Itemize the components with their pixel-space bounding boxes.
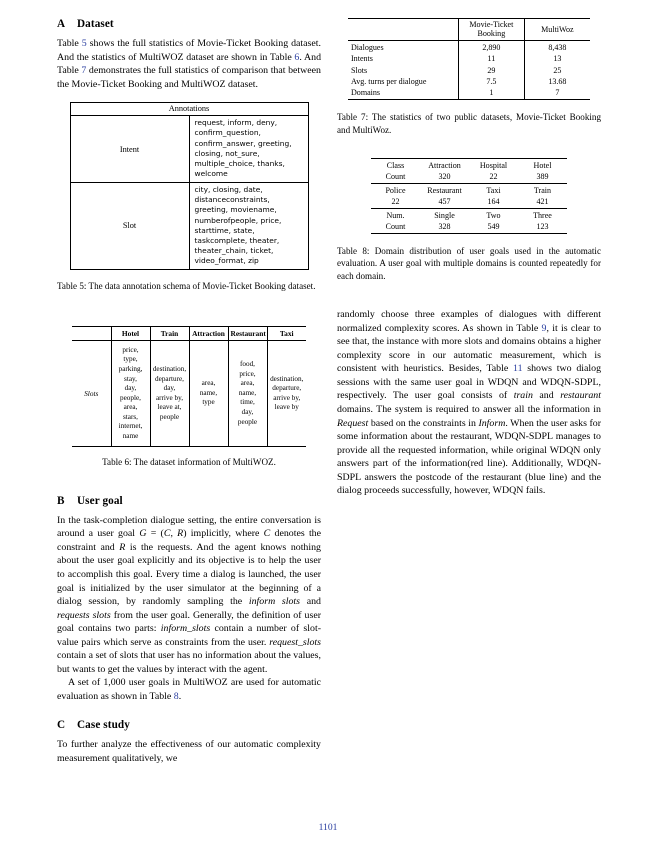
table-row: [72, 340, 306, 446]
paragraph-c-1: To further analyze the effectiveness of our automatic complexity measurement qualitatively, we: [57, 739, 321, 765]
table-8-b1-l0: Police: [385, 186, 406, 196]
section-heading-a: [57, 18, 321, 30]
table-row: [348, 87, 590, 100]
table-8-b1-l1: Restaurant: [427, 186, 462, 196]
table-7-col-movie-ticket-booking: Movie-Ticket Booking: [459, 19, 525, 41]
table-6-col-taxi: Taxi: [267, 327, 306, 341]
table-6-col-restaurant: Restaurant: [228, 327, 267, 341]
table-6-caption: Table 6: The dataset information of MultiWOZ.: [102, 457, 276, 468]
table-row: [371, 159, 567, 171]
table-7-avg-turns-mtb: 7.5: [459, 76, 525, 87]
table-7-row-label-avg-turns: Avg. turns per dialogue: [351, 76, 427, 86]
table-7-row-label-dialogues: Dialogues: [351, 43, 384, 53]
right-column: [337, 18, 601, 498]
paragraph-b-2: A set of 1,000 user goals in MultiWOZ are used for automatic evaluation as shown in Table 8.: [57, 677, 321, 702]
section-c-label: C: [57, 719, 66, 732]
section-b-title: User goal: [77, 494, 123, 507]
table-row: [371, 184, 567, 196]
table-6-cell-taxi: destination, departure, arrive by, leave by: [267, 340, 306, 446]
table-6-header-row: [72, 327, 306, 341]
table-8-b2-l2: Two: [486, 211, 501, 221]
table-7-corner-cell: [348, 19, 459, 41]
table-8-b1-c3: 421: [518, 196, 567, 208]
table-7-row-label-domains: Domains: [348, 87, 459, 100]
table-7-dialogues-mtb: 2,890: [459, 41, 525, 54]
table-6-cell-attraction: area, name, type: [189, 340, 228, 446]
table-8-b0-c0: Count: [371, 171, 420, 183]
section-b-label: B: [57, 494, 65, 507]
table-6-cell-restaurant: food, price, area, name, time, day, people: [228, 340, 267, 446]
table-row: [371, 196, 567, 208]
table-8-b2-l3: Three: [533, 211, 552, 221]
table-row: [348, 76, 590, 87]
paragraph-a-1: Table 5 shows the full statistics of Movie-Ticket Booking dataset. And the statistics of MultiWOZ dataset are shown in Table 6. And Table 7 demonstrates the full statistics of comparison that between the Movie-Ticket Booking and MultiWOZ dataset.: [57, 38, 322, 90]
section-a-label: A: [57, 18, 66, 30]
table-7-header-row: [348, 19, 590, 41]
table-8-b1-c2: 164: [469, 196, 518, 208]
table-8-b0-l2: Hospital: [479, 161, 508, 171]
table-5-row-values-intent: request, inform, deny, confirm_question, confirm_answer, greeting, closing, not_sure, multiple_choice, thanks, welcome: [189, 116, 308, 183]
table-row: [70, 182, 308, 269]
table-6: [57, 326, 321, 447]
section-heading-c: [57, 719, 321, 731]
table-8-b0-l1: Attraction: [428, 161, 461, 171]
page-number: 1101: [318, 822, 338, 833]
table-6-col-hotel: Hotel: [111, 327, 150, 341]
section-c-title: Case study: [77, 719, 130, 732]
table-row: [348, 41, 590, 54]
table-7-intents-mtb: 11: [459, 53, 525, 64]
table-7-caption: Table 7: The statistics of two public datasets, Movie-Ticket Booking and MultiWoz.: [337, 112, 601, 135]
table-5-header-row: [70, 103, 308, 116]
section-a-title: Dataset: [77, 18, 114, 30]
table-row: [348, 65, 590, 76]
paragraph-b-1: In the task-completion dialogue setting, the entire conversation is around a user goal G = (C, R) implicitly, where C denotes the constraint and R is the requests. And the agent knows nothing about the user goal explicitly and its objective is to help the user to accomplish this goal. Every time a dialog is launched, the user goal is initialized by the user simulator at the beginning of a dialog session, by randomly sampling the inform slots and requests slots from the user goal. Generally, the definition of user goal contains two parts: inform_slots contain a number of slot-value pairs which serve as constraints from the user. request_slots contain a set of slots that user has no information about the values, but wants to get the values by interact with the agent.: [57, 514, 322, 675]
table-7-avg-turns-multiwoz: 13.68: [524, 76, 590, 87]
table-8-b0-l3: Hotel: [533, 161, 552, 171]
left-column: [57, 18, 321, 766]
table-8-b2-l1: Single: [434, 211, 455, 221]
table-8-caption: Table 8: Domain distribution of user goals used in the automatic evaluation. A user goal with multiple domains is counted repeatedly for each domain.: [337, 245, 601, 281]
table-8-b0-c3: 389: [518, 171, 567, 183]
table-5: [57, 102, 321, 270]
table-7-row-label-slots: Slots: [351, 65, 368, 75]
table-7-slots-multiwoz: 25: [524, 65, 590, 76]
table-8: [337, 158, 601, 234]
table-7-domains-multiwoz: 7: [524, 87, 590, 100]
table-8-b2-c0: Count: [371, 221, 420, 233]
table-8-b1-c1: 457: [420, 196, 469, 208]
table-8-b1-l3: Train: [533, 186, 552, 196]
table-7-dialogues-multiwoz: 8,438: [524, 41, 590, 54]
table-8-b0-l0: Class: [386, 161, 405, 171]
table-6-col-attraction: Attraction: [189, 327, 228, 341]
table-8-b2-c2: 549: [469, 221, 518, 233]
table-row: [70, 116, 308, 183]
table-7-domains-mtb: 1: [459, 87, 525, 100]
table-7-intents-multiwoz: 13: [524, 53, 590, 64]
table-8-b0-c1: 320: [420, 171, 469, 183]
table-6-col-train: Train: [150, 327, 189, 341]
table-6-row-label-slots: Slots: [72, 340, 111, 446]
table-row: [348, 53, 590, 64]
table-7-slots-mtb: 29: [459, 65, 525, 76]
table-8-b1-c0: 22: [371, 196, 420, 208]
table-row: [371, 171, 567, 183]
table-6-corner-cell: [72, 327, 111, 341]
table-row: [371, 208, 567, 220]
table-8-b1-l2: Taxi: [486, 186, 501, 196]
table-5-caption: Table 5: The data annotation schema of Movie-Ticket Booking dataset.: [57, 281, 316, 292]
table-5-row-label-slot: Slot: [70, 182, 189, 269]
table-5-header-cell: Annotations: [70, 103, 308, 116]
paragraph-right-1: randomly choose three examples of dialogues with different normalized complexity scores. As shown in Table 9, it is clear to see that, the instance with more slots and domains obtains a higher complexity score in our automatic measurement, which is consistent with heuristics. Besides, Table 11 shows two dialog sessions with the same user goal in WDQN and WDQN-SDPL, respectively. The user goal consists of train and restaurant domains. The system is required to answer all the information in Request based on the constraints in Inform. When the user asks for some information about the restaurant, WDQN-SDPL manages to provide all the requested information, while original WDQN only answers part of the information(red line). Additionally, WDQN-SDPL answers the postcode of the restaurant (blue line) and the dialog proceeds successfully, however, WDQN fails.: [337, 309, 602, 497]
table-8-b2-c1: 328: [420, 221, 469, 233]
table-7-row-label-intents: Intents: [351, 54, 373, 64]
table-row: [371, 221, 567, 233]
table-5-row-label-intent: Intent: [70, 116, 189, 183]
table-8-b2-c3: 123: [518, 221, 567, 233]
table-5-row-values-slot: city, closing, date, distanceconstraints, greeting, moviename, numberofpeople, price, starttime, state, taskcomplete, theater, theater_chain, ticket, video_format, zip: [189, 182, 308, 269]
table-7-col-multiwoz: MultiWoz: [524, 19, 590, 41]
table-7: [337, 18, 601, 100]
table-6-cell-hotel: price, type, parking, stay, day, people, area, stars, internet, name: [111, 340, 150, 446]
section-heading-b: [57, 495, 321, 507]
table-8-b0-c2: 22: [469, 171, 518, 183]
table-6-cell-train: destination, departure, day, arrive by, leave at, people: [150, 340, 189, 446]
table-8-b2-l0: Num.: [386, 211, 405, 221]
